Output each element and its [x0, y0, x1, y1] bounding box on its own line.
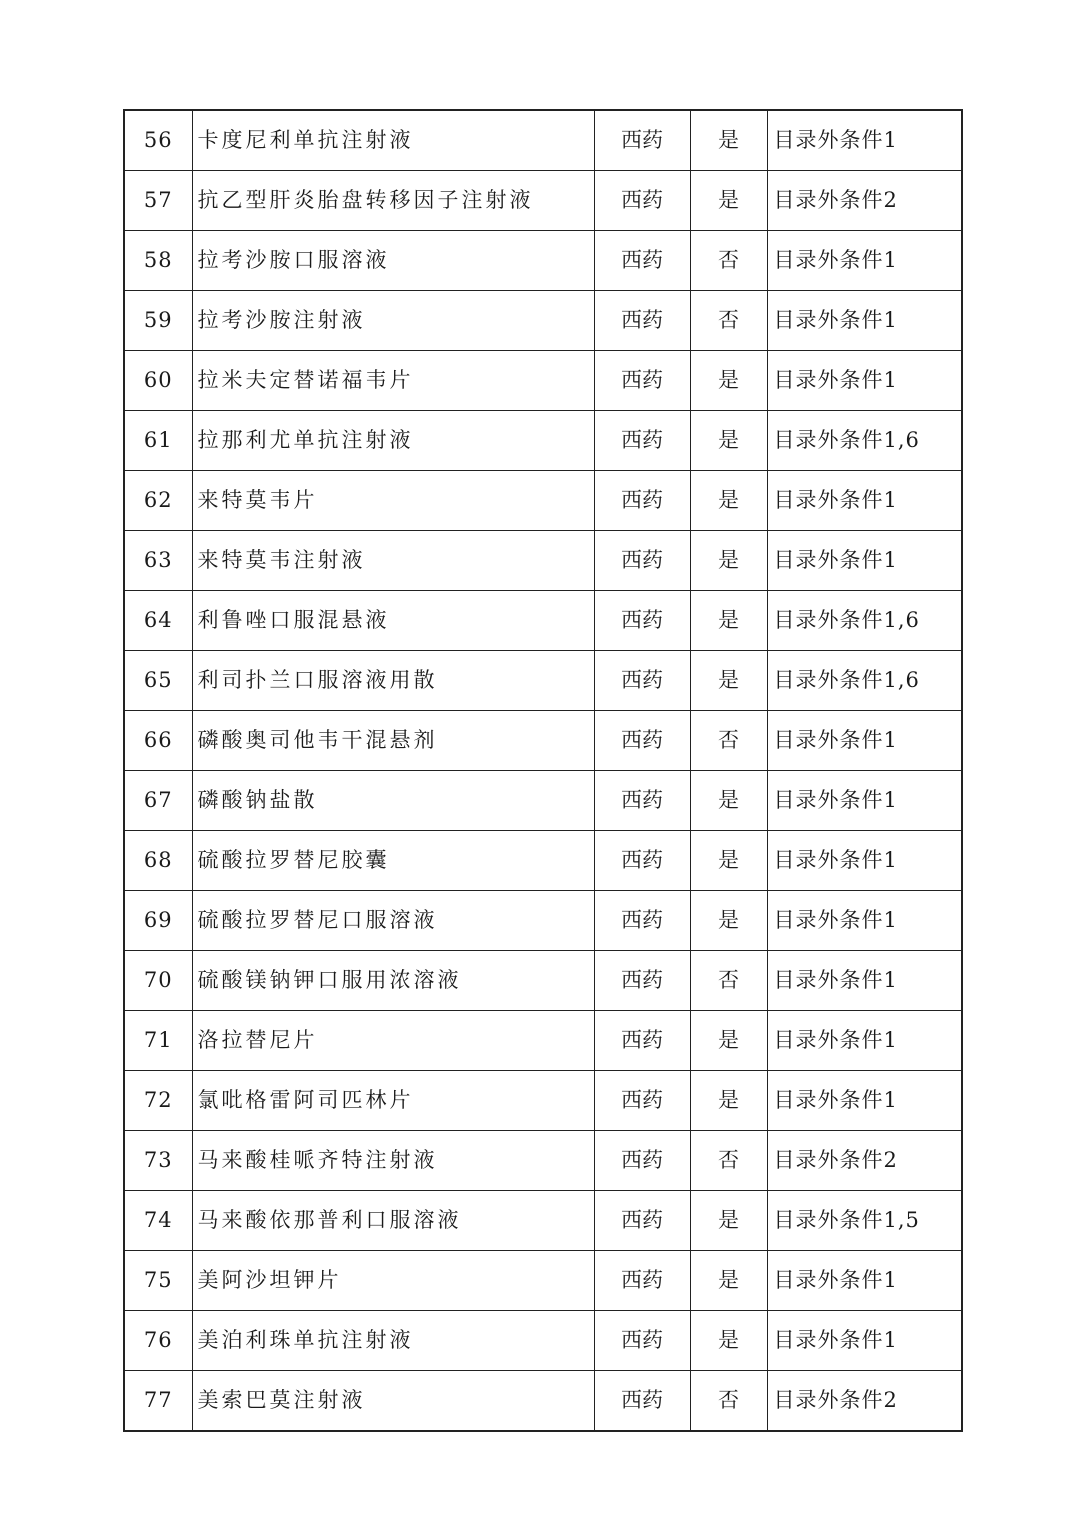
yes-no-flag: 是 [690, 171, 767, 231]
row-number: 61 [124, 411, 192, 471]
yes-no-flag: 是 [690, 1191, 767, 1251]
drug-category: 西药 [594, 231, 690, 291]
payment-condition: 目录外条件1 [767, 471, 962, 531]
table-row [124, 711, 962, 771]
yes-no-flag: 是 [690, 110, 767, 171]
row-number: 75 [124, 1251, 192, 1311]
table-row [124, 351, 962, 411]
payment-condition: 目录外条件1 [767, 1071, 962, 1131]
table-row [124, 411, 962, 471]
payment-condition: 目录外条件1 [767, 891, 962, 951]
payment-condition: 目录外条件2 [767, 171, 962, 231]
drug-category: 西药 [594, 651, 690, 711]
drug-name: 马来酸依那普利口服溶液 [192, 1191, 594, 1251]
row-number: 60 [124, 351, 192, 411]
payment-condition: 目录外条件1,6 [767, 591, 962, 651]
drug-name: 来特莫韦注射液 [192, 531, 594, 591]
row-number: 62 [124, 471, 192, 531]
row-number: 71 [124, 1011, 192, 1071]
row-number: 72 [124, 1071, 192, 1131]
drug-category: 西药 [594, 1011, 690, 1071]
drug-category: 西药 [594, 1191, 690, 1251]
drug-name: 来特莫韦片 [192, 471, 594, 531]
table-row [124, 171, 962, 231]
drug-category: 西药 [594, 891, 690, 951]
table-row [124, 1071, 962, 1131]
row-number: 56 [124, 110, 192, 171]
payment-condition: 目录外条件1 [767, 1011, 962, 1071]
drug-name: 马来酸桂哌齐特注射液 [192, 1131, 594, 1191]
table-row [124, 891, 962, 951]
payment-condition: 目录外条件2 [767, 1371, 962, 1432]
payment-condition: 目录外条件1,5 [767, 1191, 962, 1251]
drug-name: 氯吡格雷阿司匹林片 [192, 1071, 594, 1131]
table-row [124, 1251, 962, 1311]
drug-name: 磷酸钠盐散 [192, 771, 594, 831]
yes-no-flag: 否 [690, 1131, 767, 1191]
drug-category: 西药 [594, 1371, 690, 1432]
row-number: 66 [124, 711, 192, 771]
payment-condition: 目录外条件1 [767, 771, 962, 831]
row-number: 58 [124, 231, 192, 291]
drug-category: 西药 [594, 1251, 690, 1311]
row-number: 59 [124, 291, 192, 351]
drug-name: 抗乙型肝炎胎盘转移因子注射液 [192, 171, 594, 231]
drug-name: 美泊利珠单抗注射液 [192, 1311, 594, 1371]
drug-table-body [124, 110, 962, 1431]
table-row [124, 291, 962, 351]
yes-no-flag: 是 [690, 531, 767, 591]
yes-no-flag: 否 [690, 711, 767, 771]
drug-name: 美阿沙坦钾片 [192, 1251, 594, 1311]
drug-category: 西药 [594, 291, 690, 351]
drug-name: 卡度尼利单抗注射液 [192, 110, 594, 171]
drug-table [123, 109, 963, 1432]
drug-name: 拉考沙胺口服溶液 [192, 231, 594, 291]
drug-name: 利鲁唑口服混悬液 [192, 591, 594, 651]
table-row [124, 651, 962, 711]
row-number: 73 [124, 1131, 192, 1191]
table-row [124, 110, 962, 171]
yes-no-flag: 是 [690, 771, 767, 831]
table-row [124, 951, 962, 1011]
table-row [124, 531, 962, 591]
drug-name: 硫酸镁钠钾口服用浓溶液 [192, 951, 594, 1011]
payment-condition: 目录外条件1 [767, 1311, 962, 1371]
drug-name: 洛拉替尼片 [192, 1011, 594, 1071]
yes-no-flag: 是 [690, 831, 767, 891]
table-row [124, 231, 962, 291]
payment-condition: 目录外条件1 [767, 231, 962, 291]
drug-name: 拉米夫定替诺福韦片 [192, 351, 594, 411]
drug-name: 磷酸奥司他韦干混悬剂 [192, 711, 594, 771]
yes-no-flag: 是 [690, 1311, 767, 1371]
drug-category: 西药 [594, 951, 690, 1011]
yes-no-flag: 是 [690, 1251, 767, 1311]
payment-condition: 目录外条件1,6 [767, 411, 962, 471]
drug-category: 西药 [594, 110, 690, 171]
drug-category: 西药 [594, 1131, 690, 1191]
payment-condition: 目录外条件1 [767, 1251, 962, 1311]
payment-condition: 目录外条件1 [767, 291, 962, 351]
row-number: 70 [124, 951, 192, 1011]
row-number: 74 [124, 1191, 192, 1251]
drug-name: 硫酸拉罗替尼胶囊 [192, 831, 594, 891]
yes-no-flag: 否 [690, 1371, 767, 1432]
drug-category: 西药 [594, 831, 690, 891]
drug-name: 拉那利尤单抗注射液 [192, 411, 594, 471]
row-number: 76 [124, 1311, 192, 1371]
yes-no-flag: 是 [690, 471, 767, 531]
row-number: 77 [124, 1371, 192, 1432]
drug-name: 拉考沙胺注射液 [192, 291, 594, 351]
payment-condition: 目录外条件1 [767, 711, 962, 771]
row-number: 69 [124, 891, 192, 951]
drug-name: 利司扑兰口服溶液用散 [192, 651, 594, 711]
row-number: 68 [124, 831, 192, 891]
drug-category: 西药 [594, 471, 690, 531]
drug-category: 西药 [594, 1311, 690, 1371]
yes-no-flag: 是 [690, 1011, 767, 1071]
yes-no-flag: 是 [690, 411, 767, 471]
payment-condition: 目录外条件2 [767, 1131, 962, 1191]
payment-condition: 目录外条件1 [767, 831, 962, 891]
table-row [124, 771, 962, 831]
table-row [124, 1131, 962, 1191]
row-number: 67 [124, 771, 192, 831]
table-row [124, 1011, 962, 1071]
drug-name: 硫酸拉罗替尼口服溶液 [192, 891, 594, 951]
yes-no-flag: 是 [690, 351, 767, 411]
yes-no-flag: 是 [690, 1071, 767, 1131]
table-row [124, 591, 962, 651]
yes-no-flag: 否 [690, 231, 767, 291]
drug-category: 西药 [594, 351, 690, 411]
drug-category: 西药 [594, 591, 690, 651]
row-number: 57 [124, 171, 192, 231]
drug-category: 西药 [594, 411, 690, 471]
yes-no-flag: 否 [690, 291, 767, 351]
row-number: 64 [124, 591, 192, 651]
drug-category: 西药 [594, 711, 690, 771]
payment-condition: 目录外条件1,6 [767, 651, 962, 711]
table-row [124, 831, 962, 891]
table-row [124, 1371, 962, 1432]
drug-category: 西药 [594, 1071, 690, 1131]
row-number: 65 [124, 651, 192, 711]
yes-no-flag: 否 [690, 951, 767, 1011]
yes-no-flag: 是 [690, 891, 767, 951]
row-number: 63 [124, 531, 192, 591]
table-row [124, 1191, 962, 1251]
payment-condition: 目录外条件1 [767, 531, 962, 591]
drug-name: 美索巴莫注射液 [192, 1371, 594, 1432]
payment-condition: 目录外条件1 [767, 951, 962, 1011]
drug-category: 西药 [594, 171, 690, 231]
payment-condition: 目录外条件1 [767, 351, 962, 411]
payment-condition: 目录外条件1 [767, 110, 962, 171]
drug-category: 西药 [594, 771, 690, 831]
table-row [124, 471, 962, 531]
table-row [124, 1311, 962, 1371]
drug-category: 西药 [594, 531, 690, 591]
yes-no-flag: 是 [690, 651, 767, 711]
yes-no-flag: 是 [690, 591, 767, 651]
